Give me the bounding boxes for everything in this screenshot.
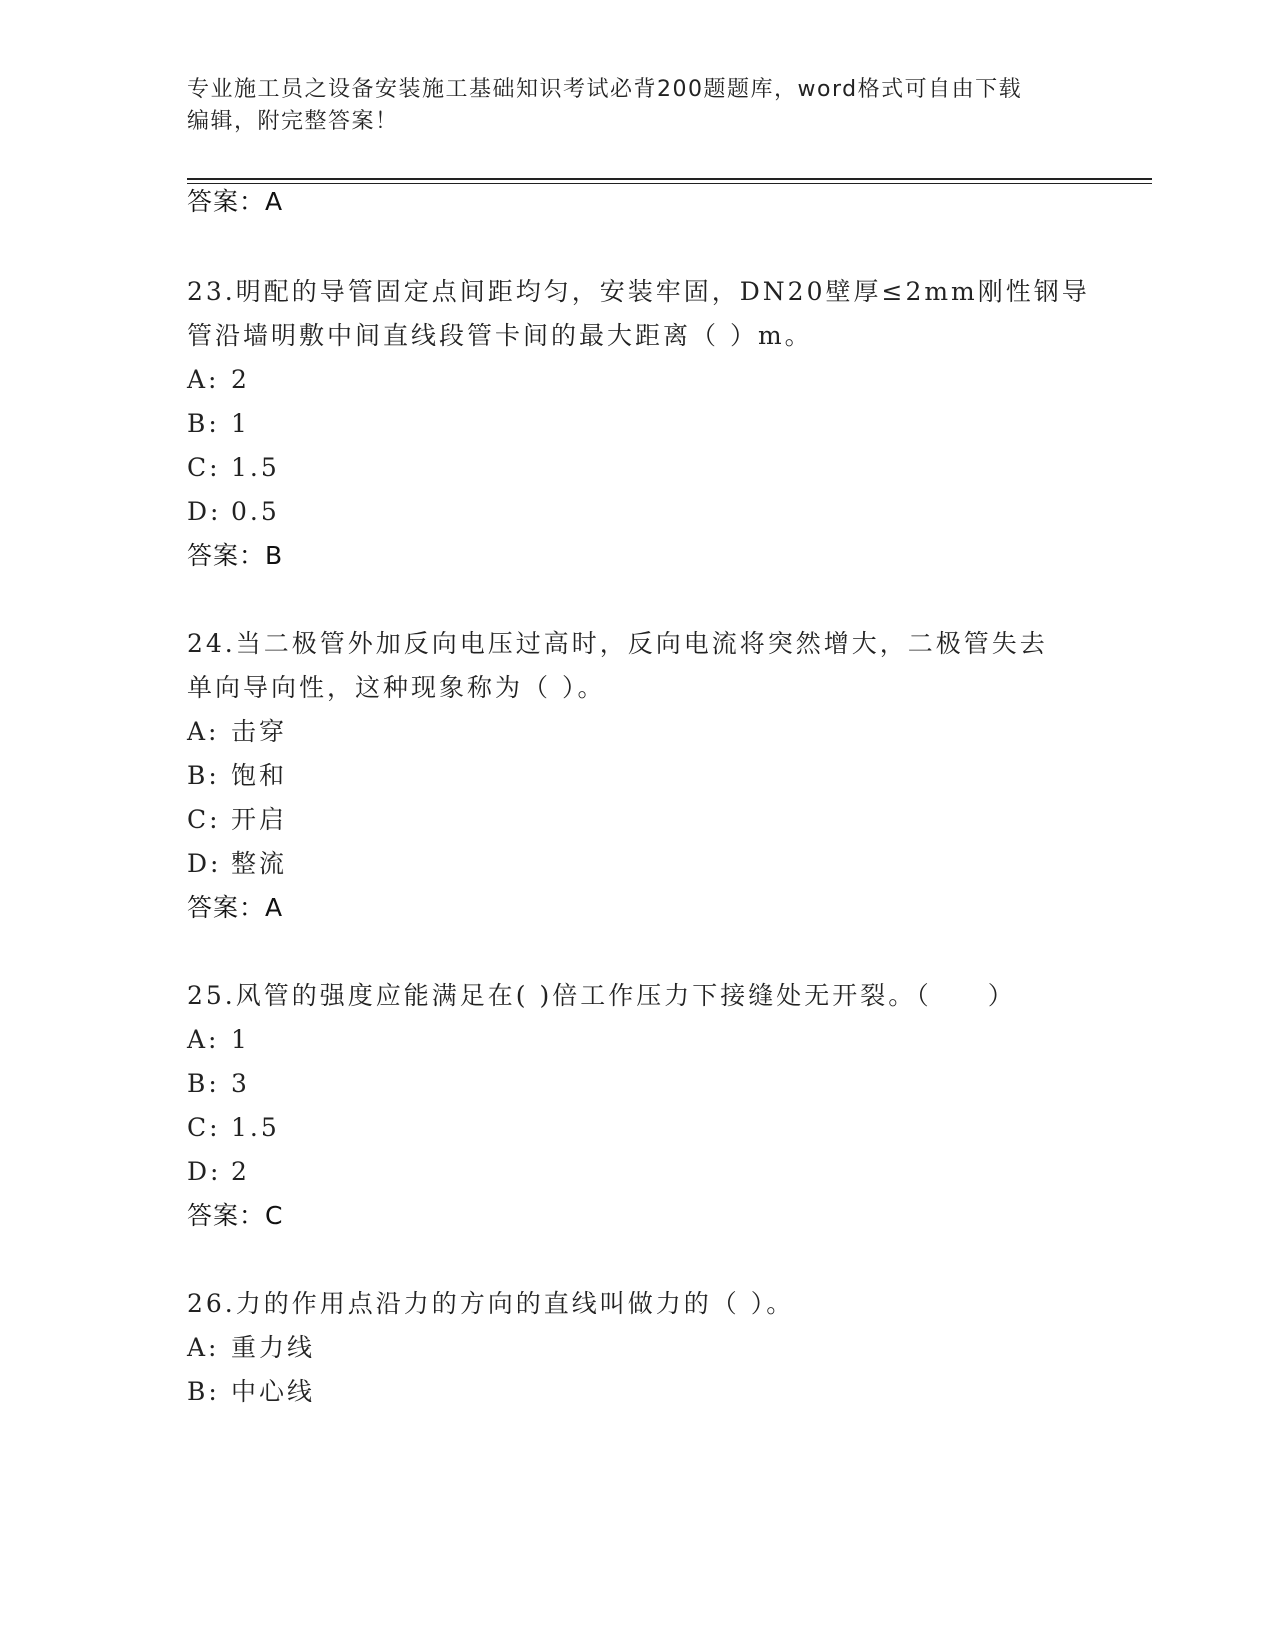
option-text: 1.5	[231, 453, 280, 482]
option-label: D:	[187, 849, 222, 878]
question-23-option-b	[187, 407, 250, 441]
option-text: 整流	[231, 849, 288, 878]
option-text: 0.5	[231, 497, 280, 526]
option-label: A:	[187, 717, 220, 746]
question-24-option-d	[187, 847, 287, 881]
question-23-stem-line-2: 管沿墙明敷中间直线段管卡间的最大距离（ ）m。	[187, 321, 813, 350]
question-24-stem-line-2: 单向导向性，这种现象称为（ ）。	[187, 673, 606, 702]
question-24-option-a	[187, 715, 287, 749]
header-rule-thick	[187, 178, 1152, 180]
option-label: B:	[187, 1069, 220, 1098]
option-label: B:	[187, 1377, 220, 1406]
question-25-option-d	[187, 1155, 250, 1189]
question-25-answer: 答案：C	[187, 1201, 284, 1230]
option-text: 击穿	[231, 717, 288, 746]
option-label: A:	[187, 1333, 220, 1362]
option-label: A:	[187, 1025, 220, 1054]
question-24-answer: 答案：A	[187, 893, 284, 922]
option-label: A:	[187, 365, 220, 394]
option-label: C:	[187, 453, 221, 482]
option-label: B:	[187, 409, 220, 438]
option-label: D:	[187, 1157, 222, 1186]
question-23-option-c	[187, 451, 280, 485]
question-24-option-c	[187, 803, 287, 837]
option-text: 3	[231, 1069, 250, 1098]
option-text: 2	[231, 1157, 250, 1186]
question-24-stem-line-1: 24.当二极管外加反向电压过高时，反向电流将突然增大，二极管失去	[187, 629, 1048, 658]
option-label: C:	[187, 1113, 221, 1142]
option-text: 1	[231, 409, 250, 438]
question-23-option-a	[187, 363, 250, 397]
option-label: B:	[187, 761, 220, 790]
question-25-option-b	[187, 1067, 250, 1101]
header-line-2: 编辑，附完整答案！	[187, 109, 399, 134]
option-text: 开启	[231, 805, 288, 834]
question-23-stem-line-1: 23.明配的导管固定点间距均匀，安装牢固，DN20壁厚≤2mm刚性钢导	[187, 277, 1090, 306]
option-text: 饱和	[231, 761, 288, 790]
question-25-stem-line-1: 25.风管的强度应能满足在( )倍工作压力下接缝处无开裂。（ ）	[187, 981, 1016, 1010]
question-24-option-b	[187, 759, 287, 793]
option-text: 1	[231, 1025, 250, 1054]
answer-previous: 答案：A	[187, 187, 284, 216]
header-rule-thin	[187, 183, 1152, 184]
header-line-1: 专业施工员之设备安装施工基础知识考试必背200题题库，word格式可自由下载	[187, 77, 1023, 102]
question-23-answer: 答案：B	[187, 541, 284, 570]
option-label: C:	[187, 805, 221, 834]
document-header	[187, 74, 1087, 138]
option-text: 中心线	[231, 1377, 316, 1406]
option-label: D:	[187, 497, 222, 526]
option-text: 重力线	[231, 1333, 316, 1362]
question-25-option-c	[187, 1111, 280, 1145]
question-26-option-a	[187, 1331, 315, 1365]
question-23-option-d	[187, 495, 280, 529]
question-25-option-a	[187, 1023, 250, 1057]
question-26-option-b	[187, 1375, 315, 1409]
option-text: 2	[231, 365, 250, 394]
question-26-stem-line-1: 26.力的作用点沿力的方向的直线叫做力的（ ）。	[187, 1289, 795, 1318]
option-text: 1.5	[231, 1113, 280, 1142]
